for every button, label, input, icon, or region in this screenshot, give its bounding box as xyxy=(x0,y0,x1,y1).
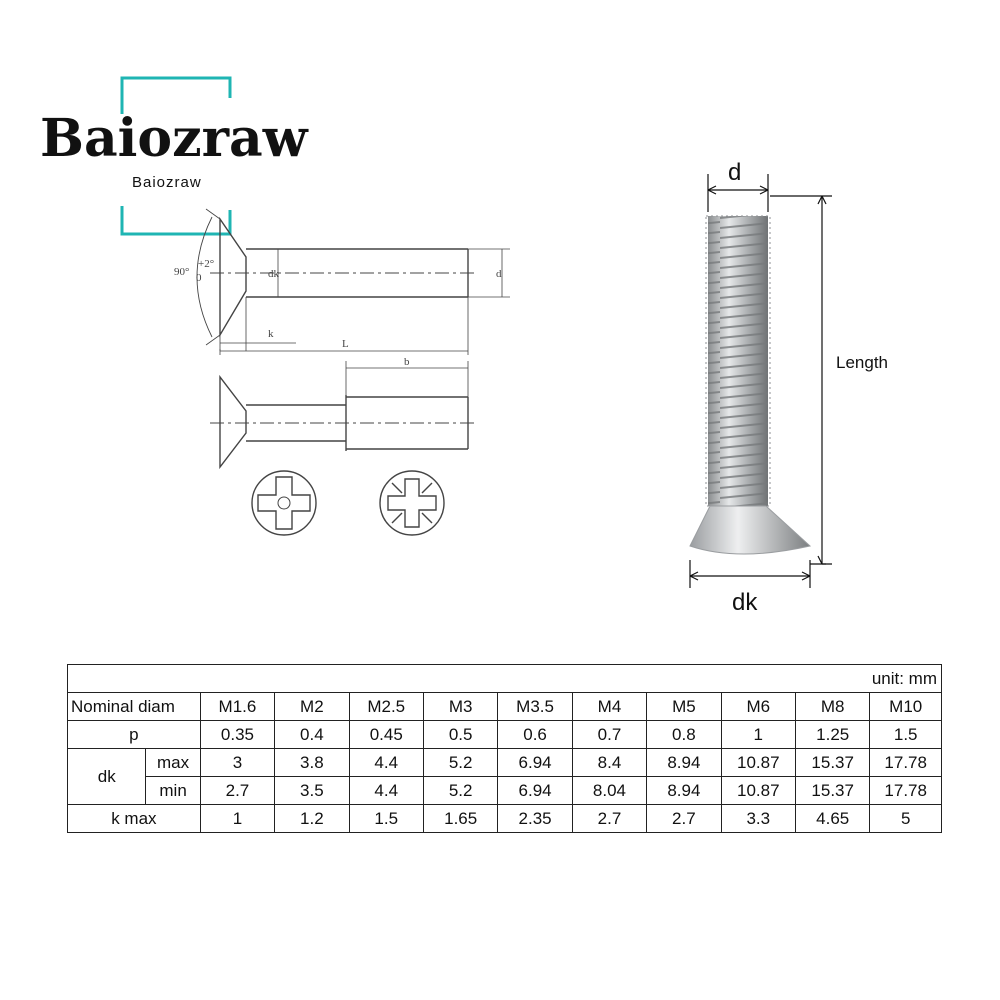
table-cell: 4.65 xyxy=(795,805,869,833)
phillips-head-icon xyxy=(252,471,316,535)
table-cell: 4.4 xyxy=(349,777,423,805)
drawing-b-label: b xyxy=(404,356,410,368)
drawing-angle-tol-upper: +2° xyxy=(198,258,215,270)
table-row-p xyxy=(68,721,942,749)
brand-subtitle: Baiozraw xyxy=(132,174,202,191)
table-cell: 2.7 xyxy=(647,805,721,833)
table-cell: 15.37 xyxy=(795,777,869,805)
table-cell: 0.45 xyxy=(349,721,423,749)
table-cell: 2.35 xyxy=(498,805,572,833)
photo-dk-label: dk xyxy=(732,589,758,616)
table-cell: 2.7 xyxy=(200,777,274,805)
table-size-cell: M8 xyxy=(795,693,869,721)
drawing-head-lower xyxy=(220,377,246,467)
screw-head-icon xyxy=(690,506,810,554)
row-sublabel-max: max xyxy=(146,749,200,777)
table-cell: 1.2 xyxy=(275,805,349,833)
table-size-cell: M6 xyxy=(721,693,795,721)
table-cell: 8.94 xyxy=(647,777,721,805)
table-size-cell: M10 xyxy=(870,693,942,721)
table-header-row xyxy=(68,693,942,721)
spec-table xyxy=(67,664,942,833)
table-cell: 0.5 xyxy=(423,721,497,749)
table-cell: 1.5 xyxy=(870,721,942,749)
table-size-cell: M4 xyxy=(572,693,646,721)
table-row-dk-min xyxy=(68,777,942,805)
table-cell: 8.94 xyxy=(647,749,721,777)
table-cell: 10.87 xyxy=(721,777,795,805)
table-cell: 0.6 xyxy=(498,721,572,749)
table-size-cell: M5 xyxy=(647,693,721,721)
table-cell: 1 xyxy=(200,805,274,833)
table-cell: 10.87 xyxy=(721,749,795,777)
table-size-cell: M2.5 xyxy=(349,693,423,721)
table-cell: 0.4 xyxy=(275,721,349,749)
drawing-d-label: d xyxy=(496,268,502,280)
table-cell: 3 xyxy=(200,749,274,777)
table-cell: 8.4 xyxy=(572,749,646,777)
drawing-k-label: k xyxy=(268,328,274,340)
table-cell: 1.65 xyxy=(423,805,497,833)
pozidriv-head-icon xyxy=(380,471,444,535)
screw-photo xyxy=(660,150,960,620)
table-row-dk-max xyxy=(68,749,942,777)
table-cell: 5 xyxy=(870,805,942,833)
table-cell: 0.7 xyxy=(572,721,646,749)
table-cell: 3.8 xyxy=(275,749,349,777)
table-cell: 3.3 xyxy=(721,805,795,833)
table-cell: 5.2 xyxy=(423,749,497,777)
drawing-L-label: L xyxy=(342,338,349,350)
screw-technical-drawing xyxy=(160,205,520,555)
table-cell: 3.5 xyxy=(275,777,349,805)
table-cell: 17.78 xyxy=(870,777,942,805)
photo-length-label: Length xyxy=(836,353,888,372)
row-sublabel-min: min xyxy=(146,777,200,805)
table-size-cell: M3.5 xyxy=(498,693,572,721)
table-cell: 6.94 xyxy=(498,749,572,777)
screw-shaft-icon xyxy=(706,216,770,506)
drawing-angle-label: 90° xyxy=(174,266,190,278)
drawing-dk-label: dk xyxy=(268,268,279,280)
table-cell: 0.8 xyxy=(647,721,721,749)
drawing-head-top xyxy=(220,219,246,335)
table-cell: 17.78 xyxy=(870,749,942,777)
row-label-dk: dk xyxy=(68,749,146,805)
drawing-angle-tol-lower: 0 xyxy=(196,272,202,284)
table-cell: 0.35 xyxy=(200,721,274,749)
photo-d-label: d xyxy=(728,159,742,186)
table-unit-row xyxy=(68,665,942,693)
table-size-cell: M1.6 xyxy=(200,693,274,721)
table-cell: 6.94 xyxy=(498,777,572,805)
table-cell: 1.25 xyxy=(795,721,869,749)
row-label-p: p xyxy=(68,721,201,749)
table-cell: 5.2 xyxy=(423,777,497,805)
table-header-label: Nominal diam xyxy=(68,693,201,721)
table-cell: 1 xyxy=(721,721,795,749)
table-cell: 4.4 xyxy=(349,749,423,777)
table-unit: unit: mm xyxy=(68,665,942,693)
table-size-cell: M2 xyxy=(275,693,349,721)
table-size-cell: M3 xyxy=(423,693,497,721)
brand-name: Baiozraw xyxy=(40,108,308,169)
table-cell: 2.7 xyxy=(572,805,646,833)
table-cell: 15.37 xyxy=(795,749,869,777)
table-row-kmax xyxy=(68,805,942,833)
table-cell: 8.04 xyxy=(572,777,646,805)
row-label-kmax: k max xyxy=(68,805,201,833)
table-cell: 1.5 xyxy=(349,805,423,833)
